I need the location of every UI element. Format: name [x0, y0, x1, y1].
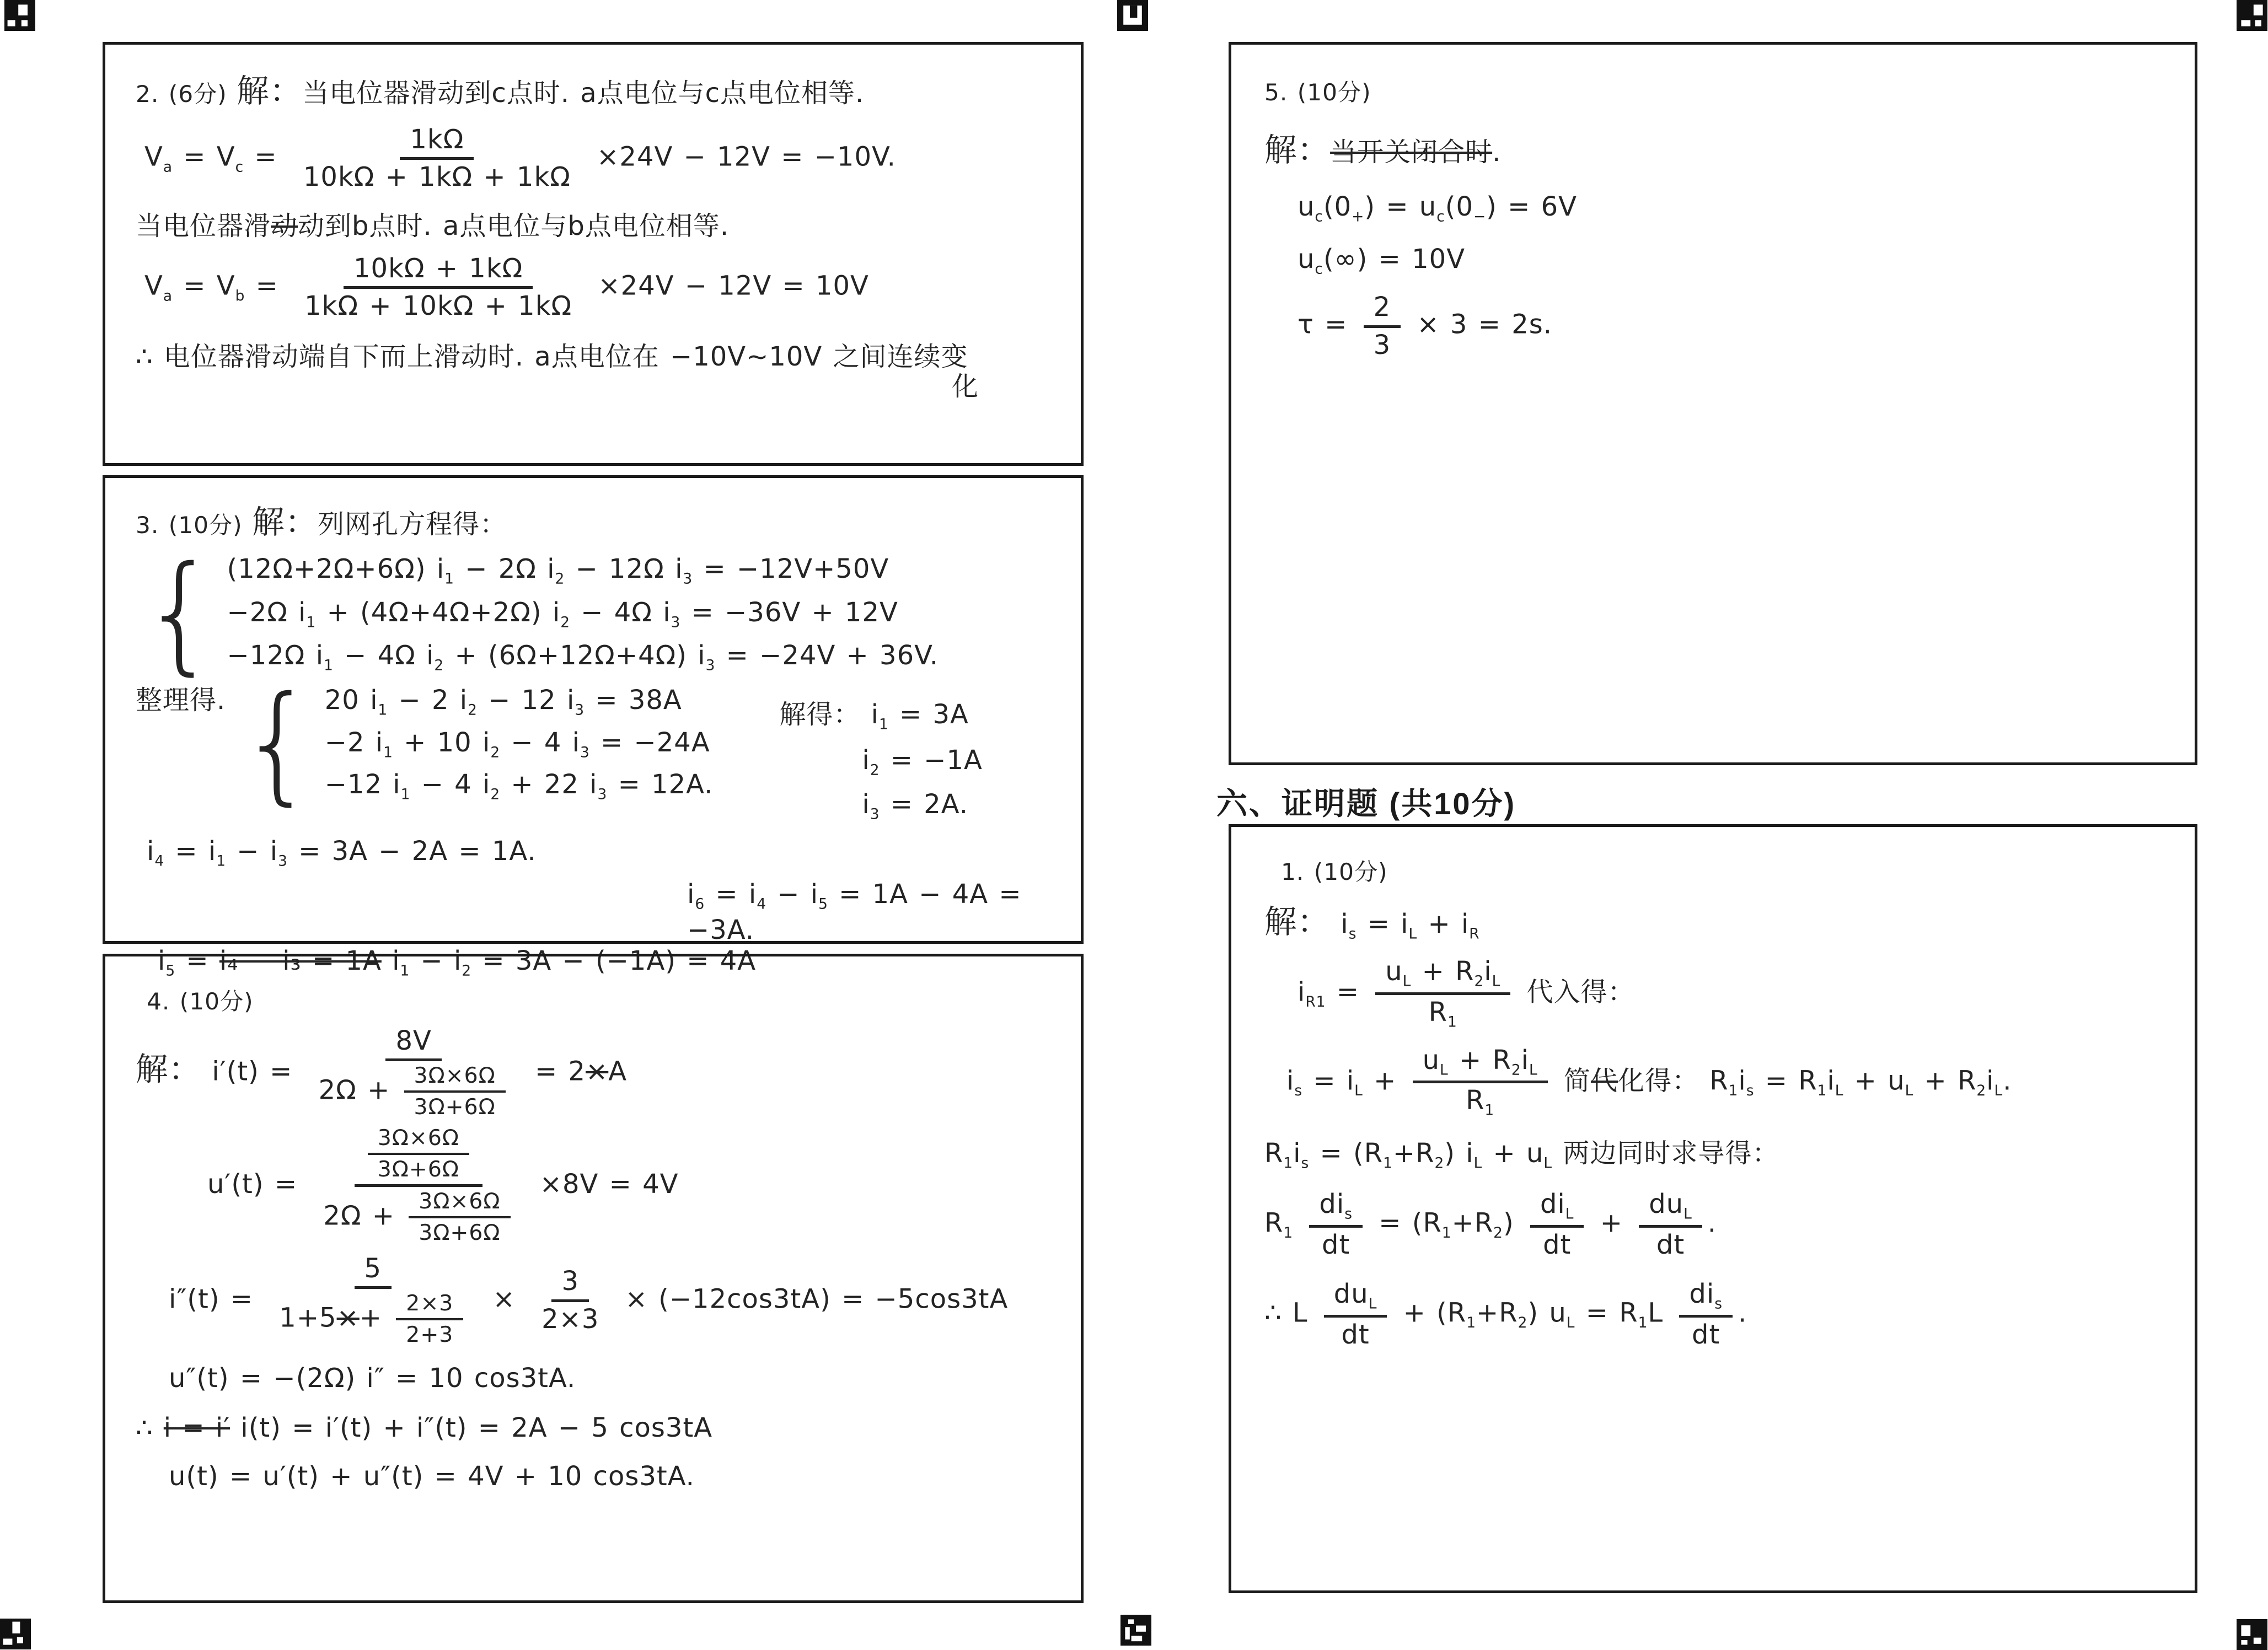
fiducial-marker-bottom-left	[0, 1619, 31, 1649]
handwritten-line: $i_s = i_L$ + $\frac{u_L + R_2i_L}{R_1}$ 简代化得： $R_1i_s = R_1i_L + u_L + R_2i_L$.	[1286, 1044, 2012, 1120]
fiducial-marker-bottom-right	[2237, 1619, 2267, 1650]
handwritten-line: −2 $i_1 + 10$ $i_2 - 4$ $i_3 = -24A$	[324, 727, 710, 761]
answer-box-problem-5	[1229, 42, 2197, 765]
answer-box-problem-2	[103, 42, 1084, 466]
handwritten-line: −12Ω $i_1 - 4\Omega$ $i_2 + (6\Omega+12\Omega+4\Omega) i_3 = -24V + 36V$.	[227, 640, 939, 674]
handwritten-line: $i_2 = -1A$	[862, 744, 983, 779]
fiducial-marker-top-center	[1117, 0, 1148, 31]
handwritten-line: $i_6 = i_4 - i_5 = 1A - 4A = -3A$.	[687, 879, 1022, 945]
handwritten-line: 3. (10分) 解：列网孔方程得：	[136, 503, 507, 541]
handwritten-line: 解得： $i_1 = 3A$	[779, 698, 969, 733]
handwritten-line: 化	[952, 370, 979, 402]
system-brace: {	[141, 539, 219, 688]
section-heading: 六、证明题 (共10分)	[1216, 786, 1516, 821]
handwritten-line: 20 $i_1 - 2$ $i_2 - 12$ $i_3 = 38A$	[324, 684, 682, 719]
handwritten-line: ∴ 电位器滑动端自下而上滑动时. a点电位在 −10V~10V 之间连续变	[136, 341, 968, 372]
handwritten-line: $i_4 = i_1 - i_3 = 3A - 2A = 1A$.	[147, 835, 537, 870]
handwritten-line: τ = $\frac{2}{3}$ × 3 = 2s.	[1297, 292, 1552, 361]
handwritten-line: (12Ω+2Ω+6Ω) $i_1 - 2\Omega$ $i_2 - 12\Omega$ $i_3 = -12V+50V$	[227, 553, 889, 588]
answer-box-problem-3	[103, 475, 1084, 980]
handwritten-line: 当电位器滑动动到b点时. a点电位与b点电位相等.	[136, 210, 730, 241]
handwritten-line: 1. (10分)	[1281, 858, 1388, 885]
handwritten-line: $u_c(\infty) = 10V$	[1297, 243, 1466, 278]
handwritten-line: $i_3 = 2A$.	[862, 789, 969, 823]
handwritten-line: $V_a = V_c$ = $\frac{1k\Omega}{10k\Omega + 1k\Omega + 1k\Omega}$ ×24V − 12V = −10V.	[144, 124, 896, 193]
handwritten-line	[141, 539, 1050, 688]
handwritten-line: i″(t) = 5 1+5×+ $\frac{2\times 3}{2+3}$ × $\frac{3}{2\times 3}$ × (−12cos3tA) = −5cos3tA	[169, 1253, 1009, 1348]
answer-box-proof-1	[1229, 824, 2197, 1593]
handwritten-line: 解： i′(t) = 8V 2Ω + $\frac{3\Omega\times 6\Omega}{3\Omega+6\Omega}$ = 2×A	[136, 1025, 628, 1120]
handwritten-line: 4. (10分)	[147, 988, 254, 1015]
handwritten-line: $R_1i_s = (R_1+R_2) i_L + u_L$ 两边同时求导得：	[1264, 1138, 1779, 1172]
handwritten-line: $i_5 = i_4 - i_3 = 1A$ $i_1 - i_2 = 3A - (-1A) = 4A$	[158, 945, 757, 980]
system-brace: {	[239, 669, 317, 818]
handwritten-line: u′(t) = $\frac{3\Omega\times 6\Omega}{3\Omega+6\Omega}$ 2Ω + $\frac{3\Omega\times 6\Omega}{3\Omega+6\Omega}$ ×8V = 4V	[207, 1125, 679, 1246]
fiducial-marker-top-right	[2237, 0, 2267, 31]
handwritten-line: 解： $i_s = i_L + i_R$	[1264, 903, 1480, 943]
handwritten-line: ∴ L $\frac{du_L}{dt}$ + $(R_1+R_2) u_L = R_1L$ $\frac{di_s}{dt}$ .	[1264, 1278, 1747, 1351]
handwritten-line: u(t) = u′(t) + u″(t) = 4V + 10 cos3tA.	[169, 1461, 695, 1492]
fiducial-marker-bottom-center	[1120, 1615, 1151, 1646]
handwritten-line	[136, 669, 1050, 824]
handwritten-line: ∴ i = i′ i(t) = i′(t) + i″(t) = 2A − 5 cos3tA	[136, 1412, 713, 1444]
handwritten-line: 2. (6分) 解：当电位器滑动到c点时. a点电位与c点电位相等.	[136, 72, 865, 110]
handwritten-line: 整理得.	[136, 684, 226, 716]
handwritten-line: −2Ω $i_1 + (4\Omega+4\Omega+2\Omega) i_2 - 4\Omega$ $i_3 = -36V + 12V$	[227, 596, 898, 631]
handwritten-line: $i_{R1}$ = $\frac{u_L + R_2i_L}{R_1}$ 代入得：	[1297, 955, 1635, 1031]
handwritten-line: 解：当开关闭合时.	[1264, 131, 1502, 169]
handwritten-line: $R_1$ $\frac{di_s}{dt}$ = $(R_1+R_2)$ $\frac{di_L}{dt}$ + $\frac{du_L}{dt}$ .	[1264, 1189, 1717, 1260]
handwritten-line: $V_a = V_b$ = $\frac{10k\Omega + 1k\Omega}{1k\Omega + 10k\Omega + 1k\Omega}$ ×24V − 12V = 10V	[144, 252, 869, 321]
handwritten-line	[239, 669, 714, 818]
handwritten-line: u″(t) = −(2Ω) i″ = 10 cos3tA.	[169, 1363, 576, 1394]
handwritten-line: $u_c(0_+) = u_c(0_-) = 6V$	[1297, 191, 1577, 225]
handwritten-line: −12 $i_1 - 4$ $i_2 + 22$ $i_3 = 12A$.	[324, 769, 714, 803]
handwritten-line: 5. (10分)	[1264, 79, 1371, 106]
fiducial-marker-top-left	[4, 0, 35, 31]
answer-box-problem-4	[103, 954, 1084, 1603]
